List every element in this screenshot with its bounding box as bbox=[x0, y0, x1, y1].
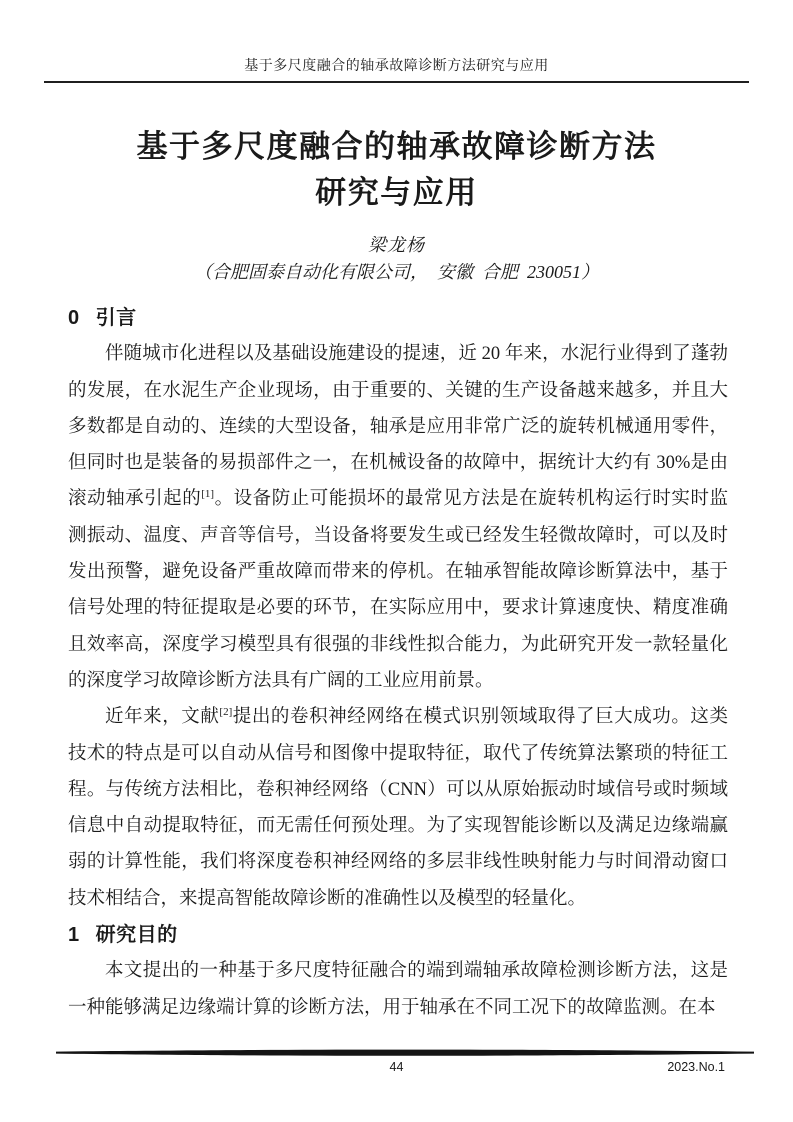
paragraph-purpose-1 bbox=[68, 953, 728, 1026]
page-number: 44 bbox=[389, 1060, 404, 1074]
issue-label: 2023.No.1 bbox=[667, 1060, 725, 1074]
paragraph-text: 本文提出的一种基于多尺度特征融合的端到端轴承故障检测诊断方法，这是一种能够满足边缘端计算的诊断方法，用于轴承在不同工况下的故障监测。在本 bbox=[68, 961, 728, 1018]
author-name: 梁龙杨 bbox=[368, 235, 425, 255]
section-number: 0 bbox=[68, 307, 80, 329]
paragraph-text: 。设备防止可能损坏的最常见方法是在旋转机构运行时实时监测振动、温度、声音等信号，当设备将要发生或已经发生轻微故障时，可以及时发出预警，避免设备严重故障而带来的停机。在轴承智能故障诊断算法中，基于信号处理的特征提取是必要的环节，在实际应用中，要求计算速度快、精度准确且效率高，深度学习模型具有很强的非线性拟合能力，为此研究开发一款轻量化的深度学习故障诊断方法具有广阔的工业应用前景。 bbox=[68, 489, 728, 691]
section-heading-introduction bbox=[68, 300, 728, 336]
paragraph-intro-1 bbox=[68, 336, 728, 699]
paper-title bbox=[0, 124, 793, 216]
citation-ref-2: [2] bbox=[219, 706, 233, 719]
paragraph-intro-2 bbox=[68, 699, 728, 917]
section-number: 1 bbox=[68, 924, 80, 947]
section-label: 研究目的 bbox=[95, 924, 178, 947]
paper-title-line2: 研究与应用 bbox=[315, 175, 478, 210]
paragraph-text: 伴随城市化进程以及基础设施建设的提速，近 20 年来，水泥行业得到了蓬勃的发展，在水泥生产企业现场，由于重要的、关键的生产设备越来越多，并且大多数都是自动的、连续的大型设备，轴承是应用非常广泛的旋转机械通用零件，但同时也是装备的易损部件之一，在机械设备的故障中，据统计大约有 30%是由滚动轴承引起的 bbox=[68, 344, 728, 510]
paragraph-text: 近年来，文献 bbox=[105, 707, 220, 728]
section-heading-research-purpose bbox=[68, 917, 728, 953]
author-affiliation: （合肥固泰自动化有限公司， 安徽 合肥 230051） bbox=[194, 262, 599, 282]
running-header-title: 基于多尺度融合的轴承故障诊断方法研究与应用 bbox=[244, 59, 549, 74]
footer-rule bbox=[56, 1049, 754, 1057]
section-label: 引言 bbox=[95, 307, 137, 329]
paragraph-text: 提出的卷积神经网络在模式识别领域取得了巨大成功。这类技术的特点是可以自动从信号和图像中提取特征，取代了传统算法繁琐的特征工程。与传统方法相比，卷积神经网络（CNN）可以从原始振动时域信号或时频域信息中自动提取特征，而无需任何预处理。为了实现智能诊断以及满足边缘端赢弱的计算性能，我们将深度卷积神经网络的多层非线性映射能力与时间滑动窗口技术相结合，来提高智能故障诊断的准确性以及模型的轻量化。 bbox=[68, 707, 728, 909]
paper-title-line1: 基于多尺度融合的轴承故障诊断方法 bbox=[136, 129, 657, 164]
citation-ref-1: [1] bbox=[201, 488, 215, 501]
header-rule bbox=[44, 81, 749, 83]
article-body bbox=[68, 300, 728, 1026]
